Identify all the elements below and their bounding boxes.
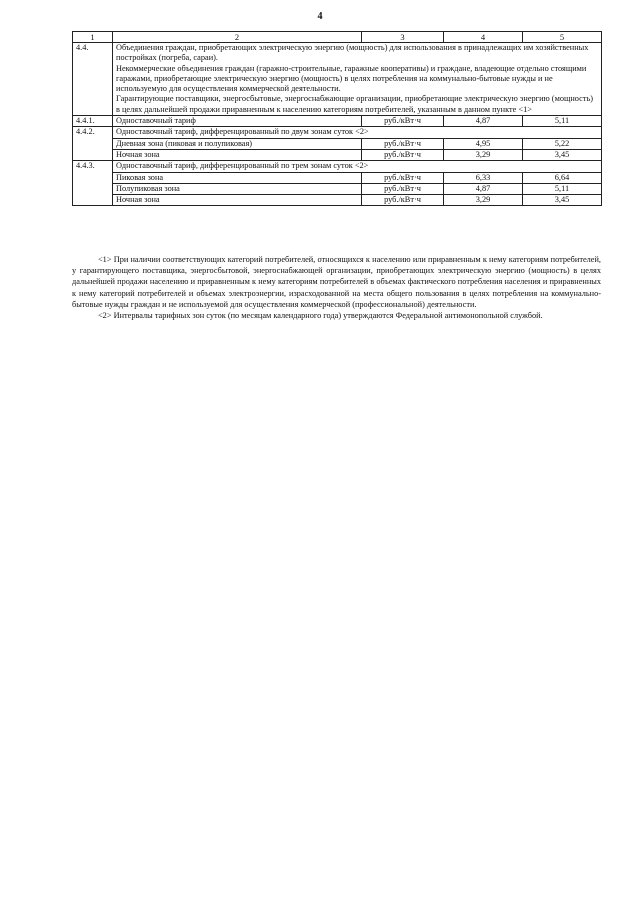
row-label: Пиковая зона: [113, 172, 362, 183]
row-unit: руб./кВт·ч: [362, 195, 444, 206]
table-row: [73, 127, 602, 138]
row-value-col4: 3,29: [444, 149, 523, 160]
row-value-col4: 3,29: [444, 195, 523, 206]
row-number: 4.4.1.: [73, 116, 113, 127]
group-description: [113, 43, 602, 116]
row-number: 4.4.3.: [73, 161, 113, 206]
table-row: [73, 149, 602, 160]
description-paragraph: Некоммерческие объединения граждан (гаражно-строительные, гаражные кооперативы) и граждане, владеющие отдельно стоящими гаражами, приобретающие электрическую энергию (мощность) в целях потребления на коммунально-бытовые нужды и не используемую для осуществления коммерческой деятельности.: [116, 63, 587, 94]
table-row: [73, 183, 602, 194]
row-value-col5: 5,22: [523, 138, 602, 149]
footnote: <2> Интервалы тарифных зон суток (по месяцам календарного года) утверждаются Федеральной антимонопольной службой.: [98, 311, 543, 321]
table-row: [73, 195, 602, 206]
row-value-col4: 4,87: [444, 116, 523, 127]
description-paragraph: Гарантирующие поставщики, энергосбытовые, энергоснабжающие организации, приобретающие электрическую энергию (мощность) в целях дальнейшей продажи приравненным к населению категориям потребителей, указанным в данном пункте <1>: [116, 94, 594, 114]
row-value-col5: 3,45: [523, 149, 602, 160]
header-row: [73, 32, 602, 43]
table-row: [73, 172, 602, 183]
row-number: 4.4.2.: [73, 127, 113, 161]
footnote: <1> При наличии соответствующих категорий потребителей, относящихся к населению или приравненным к нему категориям потребителей, у гарантирующего поставщика, энергосбытовой, энергоснабжающей организации, приобретающих электрическую энергию (мощность) в целях дальнейшей продажи населению и приравненным к нему категориям потребителей в объемах фактического потребления населения и приравненных к нему категорий потребителей и объемах электроэнергии, израсходованной на места общего пользования в целях потребления на коммунально-бытовые нужды граждан и не используемой для осуществления коммерческой (профессиональной) деятельности.: [72, 255, 601, 309]
tariff-table: [72, 31, 602, 206]
header-col-2: 2: [113, 32, 362, 43]
row-label: Ночная зона: [113, 149, 362, 160]
table-row: [73, 138, 602, 149]
row-number: 4.4.: [73, 43, 113, 116]
header-col-1: 1: [73, 32, 113, 43]
row-unit: руб./кВт·ч: [362, 183, 444, 194]
row-value-col5: 5,11: [523, 116, 602, 127]
group-row: [73, 43, 602, 116]
row-value-col4: 6,33: [444, 172, 523, 183]
table-row: [73, 161, 602, 172]
row-value-col5: 5,11: [523, 183, 602, 194]
row-unit: руб./кВт·ч: [362, 116, 444, 127]
header-col-3: 3: [362, 32, 444, 43]
row-label: Одноставочный тариф, дифференцированный по трем зонам суток <2>: [113, 161, 602, 172]
row-label: Одноставочный тариф, дифференцированный по двум зонам суток <2>: [113, 127, 602, 138]
row-unit: руб./кВт·ч: [362, 149, 444, 160]
page-number: 4: [317, 11, 323, 22]
row-value-col5: 6,64: [523, 172, 602, 183]
description-paragraph: Объединения граждан, приобретающих электрическую энергию (мощность) для использования в принадлежащих им хозяйственных постройках (погреба, сараи).: [116, 43, 589, 63]
footnotes: [72, 254, 601, 321]
header-col-5: 5: [523, 32, 602, 43]
header-col-4: 4: [444, 32, 523, 43]
row-unit: руб./кВт·ч: [362, 172, 444, 183]
row-label: Дневная зона (пиковая и полупиковая): [113, 138, 362, 149]
row-label: Ночная зона: [113, 195, 362, 206]
row-unit: руб./кВт·ч: [362, 138, 444, 149]
row-label: Одноставочный тариф: [113, 116, 362, 127]
table-row: [73, 116, 602, 127]
row-value-col4: 4,95: [444, 138, 523, 149]
row-value-col4: 4,87: [444, 183, 523, 194]
row-label: Полупиковая зона: [113, 183, 362, 194]
row-value-col5: 3,45: [523, 195, 602, 206]
